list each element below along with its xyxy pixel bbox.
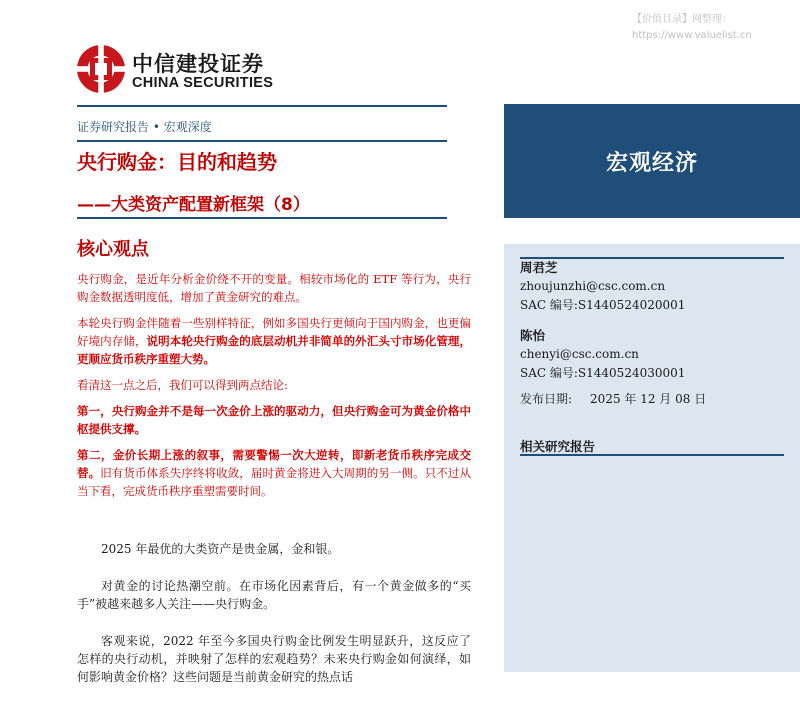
analyst-sac: SAC 编号:S1440524020001 (520, 298, 686, 312)
title-rule (77, 217, 447, 219)
analyst-name: 周君芝 (520, 260, 558, 275)
body-text (77, 540, 471, 705)
analyst-1 (520, 258, 685, 315)
analyst-2 (520, 326, 685, 383)
publish-date-value: 2025 年 12 月 08 日 (590, 392, 707, 406)
category-label: 宏观经济 (605, 150, 698, 176)
citic-logo-icon (76, 44, 126, 94)
core-paragraph-1: 央行购金，是近年分析金价绕不开的变量。相较市场化的 ETF 等行为，央行购金数据透明度低，增加了黄金研究的难点。 (77, 272, 471, 304)
analyst-panel (504, 244, 800, 672)
report-subtitle: ——大类资产配置新框架（8） (77, 195, 310, 215)
watermark-url: https://www.valuelist.cn (632, 30, 752, 41)
category-banner (504, 104, 800, 218)
header-rule (77, 105, 447, 107)
analyst-name: 陈怡 (520, 328, 546, 343)
report-type-rule (77, 140, 447, 142)
core-paragraph-5-emphasis: 第二，金价长期上涨的叙事，需要警惕一次大逆转，即新老货币秩序完成交替。 (77, 448, 471, 480)
core-paragraph-4-emphasis: 第一，央行购金并不是每一次金价上涨的驱动力，但央行购金可为黄金价格中枢提供支撑。 (77, 404, 471, 436)
core-paragraph-3: 看清这一点之后，我们可以得到两点结论: (77, 378, 288, 392)
core-views (77, 270, 471, 508)
body-paragraph-3: 客观来说，2022 年至今多国央行购金比例发生明显跃升，这反应了怎样的央行动机，并映射了怎样的宏观趋势？未来央行购金如何演绎，如何影响黄金价格？这些问题是当前黄金研究的热点话 (77, 634, 471, 684)
body-paragraph-1: 2025 年最优的大类资产是贵金属，金和银。 (101, 542, 340, 556)
publish-date-label: 发布日期: (520, 392, 573, 406)
report-title: 央行购金：目的和趋势 (77, 150, 277, 174)
core-paragraph-5 (77, 446, 471, 500)
logo-name-en: CHINA SECURITIES (132, 75, 274, 91)
analyst-email[interactable]: chenyi@csc.com.cn (520, 347, 639, 361)
core-paragraph-2-text: 本轮央行购金伴随着一些别样特征，例如多国央行更倾向于国内购金，也更偏好境内存储， (77, 316, 471, 348)
logo-name-cn: 中信建投证券 (132, 52, 264, 76)
core-paragraph-5-text: 旧有货币体系失序终将收敛，届时黄金将进入大周期的另一侧。只不过从当下看，完成货币秩序重塑需要时间。 (77, 466, 472, 498)
watermark-line1: 【价值目录】网整理： (632, 14, 732, 25)
core-views-heading: 核心观点 (77, 239, 149, 260)
watermark (632, 12, 792, 44)
analyst-sac: SAC 编号:S1440524030001 (520, 366, 686, 380)
company-logo (76, 44, 286, 100)
related-reports-heading: 相关研究报告 (520, 439, 596, 454)
report-type: 证券研究报告 • 宏观深度 (77, 120, 212, 134)
core-paragraph-2 (77, 314, 471, 368)
analyst-email[interactable]: zhoujunzhi@csc.com.cn (520, 279, 666, 293)
core-paragraph-2-emphasis: 说明本轮央行购金的底层动机并非简单的外汇头寸市场化管理，更顺应货币秩序重塑大势。 (77, 334, 471, 366)
related-reports-rule (520, 454, 784, 456)
body-paragraph-2: 对黄金的讨论热潮空前。在市场化因素背后，有一个黄金做多的“买手”被越来越多人关注——央行购金。 (77, 579, 471, 611)
core-paragraph-4 (77, 402, 471, 438)
publish-date (520, 390, 706, 407)
